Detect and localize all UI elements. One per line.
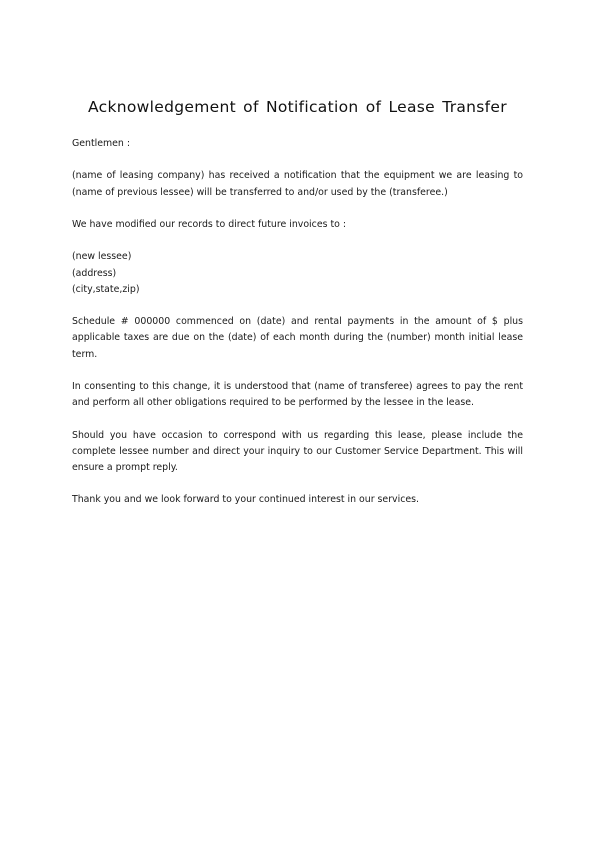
address-line-address: (address)	[72, 267, 117, 279]
letter-body	[72, 136, 523, 525]
paragraph-schedule: Schedule # 000000 commenced on (date) and rental payments in the amount of $ plus applicable taxes are due on the (date) of each month during the (number) month initial lease term.	[72, 316, 523, 360]
paragraph-correspondence: Should you have occasion to correspond with us regarding this lease, please include the complete lessee number and direct your inquiry to our Customer Service Department. This will ensure a prompt reply.	[72, 429, 523, 473]
paragraph-records: We have modified our records to direct future invoices to :	[72, 218, 347, 230]
salutation: Gentlemen :	[72, 138, 131, 149]
document-title: Acknowledgement of Notification of Lease Transfer	[88, 98, 507, 116]
paragraph-consent: In consenting to this change, it is understood that (name of transferee) agrees to pay the rent and perform all other obligations required to be performed by the lessee in the lease.	[72, 380, 523, 409]
paragraph-notification: (name of leasing company) has received a notification that the equipment we are leasing to (name of previous lessee) will be transferred to and/or used by the (transferee.)	[72, 170, 523, 198]
address-line-new-lessee: (new lessee)	[72, 251, 132, 263]
address-block	[72, 249, 523, 298]
address-line-city-state-zip: (city,state,zip)	[72, 283, 140, 295]
closing-line: Thank you and we look forward to your continued interest in our services.	[72, 494, 419, 506]
